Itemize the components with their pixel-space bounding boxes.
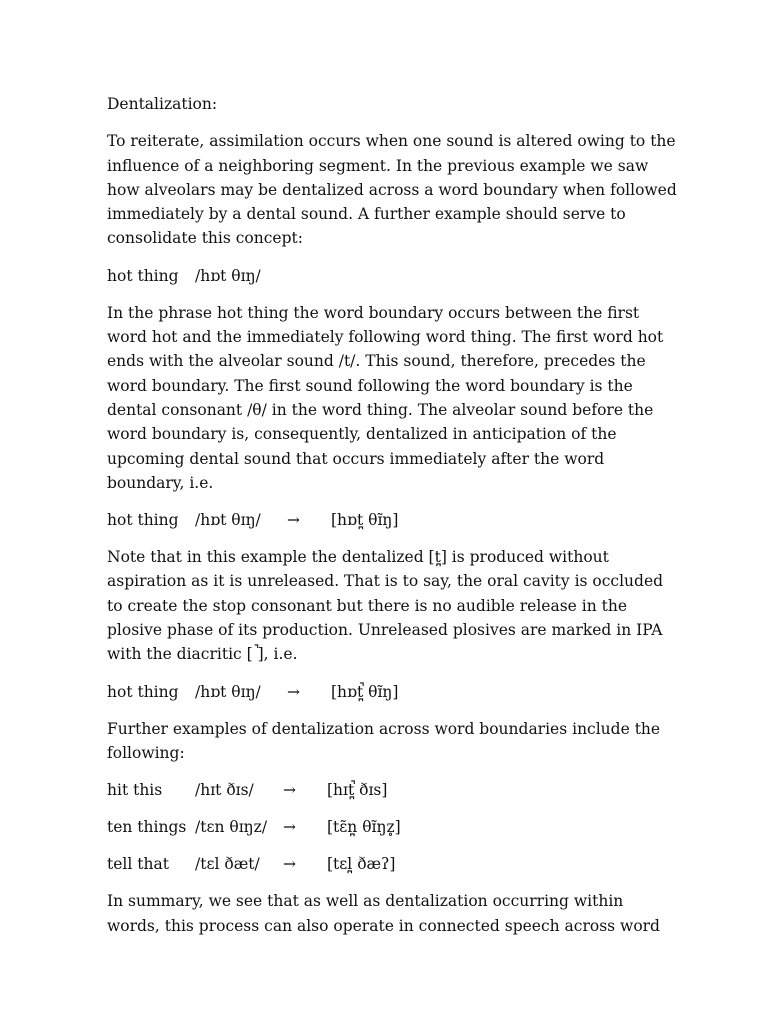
section-title: Dentalization:	[107, 95, 218, 113]
example-phonetic: [hɪt̪̚ ðɪs]	[327, 781, 388, 800]
example-phonemic: /hɒt θɪŋ/	[195, 682, 261, 701]
example-word: hot thing	[107, 682, 179, 701]
arrow-glyph: →	[287, 682, 300, 701]
document-page	[107, 92, 677, 951]
paragraph-summary: In summary, we see that as well as dentalization occurring within words, this process can also operate in connected speech across word	[107, 892, 660, 935]
example-phonemic: /hɒt θɪŋ/	[195, 511, 261, 530]
example-phonemic: /hɒt θɪŋ/	[195, 266, 261, 285]
example-phonetic: [tɛ̃n̪ θɪ̃ŋz̥]	[327, 818, 401, 837]
example-phonemic: /hɪt ðɪs/	[195, 781, 254, 800]
example-row	[107, 815, 677, 839]
paragraph-further: Further examples of dentalization across word boundaries include the following:	[107, 719, 661, 762]
arrow-glyph: →	[283, 855, 296, 874]
example-word: tell that	[107, 855, 169, 874]
arrow-glyph: →	[287, 511, 300, 530]
arrow-glyph: →	[283, 818, 296, 837]
example-phonemic: /tɛn θɪŋz/	[195, 818, 268, 837]
example-row	[107, 264, 677, 288]
example-row	[107, 778, 677, 802]
paragraph-unreleased: Note that in this example the dentalized [t̪] is produced without aspiration as it is unreleased. That is to say, the oral cavity is occluded to create the stop consonant but there is no audible release in the plosive phase of its production. Unreleased plosives are marked in IPA with the diacritic [ ̚], i.e.	[107, 548, 664, 664]
example-row	[107, 852, 677, 876]
example-row	[107, 508, 677, 532]
example-word: hot thing	[107, 511, 179, 530]
example-phonemic: /tɛl ðæt/	[195, 855, 260, 874]
arrow-glyph: →	[283, 781, 296, 800]
example-phonetic: [hɒt̪ θɪ̃ŋ]	[331, 511, 399, 530]
example-row	[107, 680, 677, 704]
paragraph-explanation: In the phrase hot thing the word boundary occurs between the first word hot and the immediately following word thing. The first word hot ends with the alveolar sound /t/. This sound, therefore, precedes the word boundary. The first sound following the word boundary is the dental consonant /θ/ in the word thing. The alveolar sound before the word boundary is, consequently, dentalized in anticipation of the upcoming dental sound that occurs immediately after the word boundary, i.e.	[107, 303, 664, 492]
example-word: hit this	[107, 781, 163, 800]
example-phonetic: [tɛl̪ ðæʔ]	[327, 855, 396, 874]
example-phonetic: [hɒt̪̚ θɪ̃ŋ]	[331, 682, 399, 701]
example-word: ten things	[107, 818, 187, 837]
example-word: hot thing	[107, 266, 179, 285]
paragraph-intro: To reiterate, assimilation occurs when one sound is altered owing to the influence of a neighboring segment. In the previous example we saw how alveolars may be dentalized across a word boundary when followed immediately by a dental sound. A further example should serve to consolidate this concept:	[107, 132, 677, 248]
